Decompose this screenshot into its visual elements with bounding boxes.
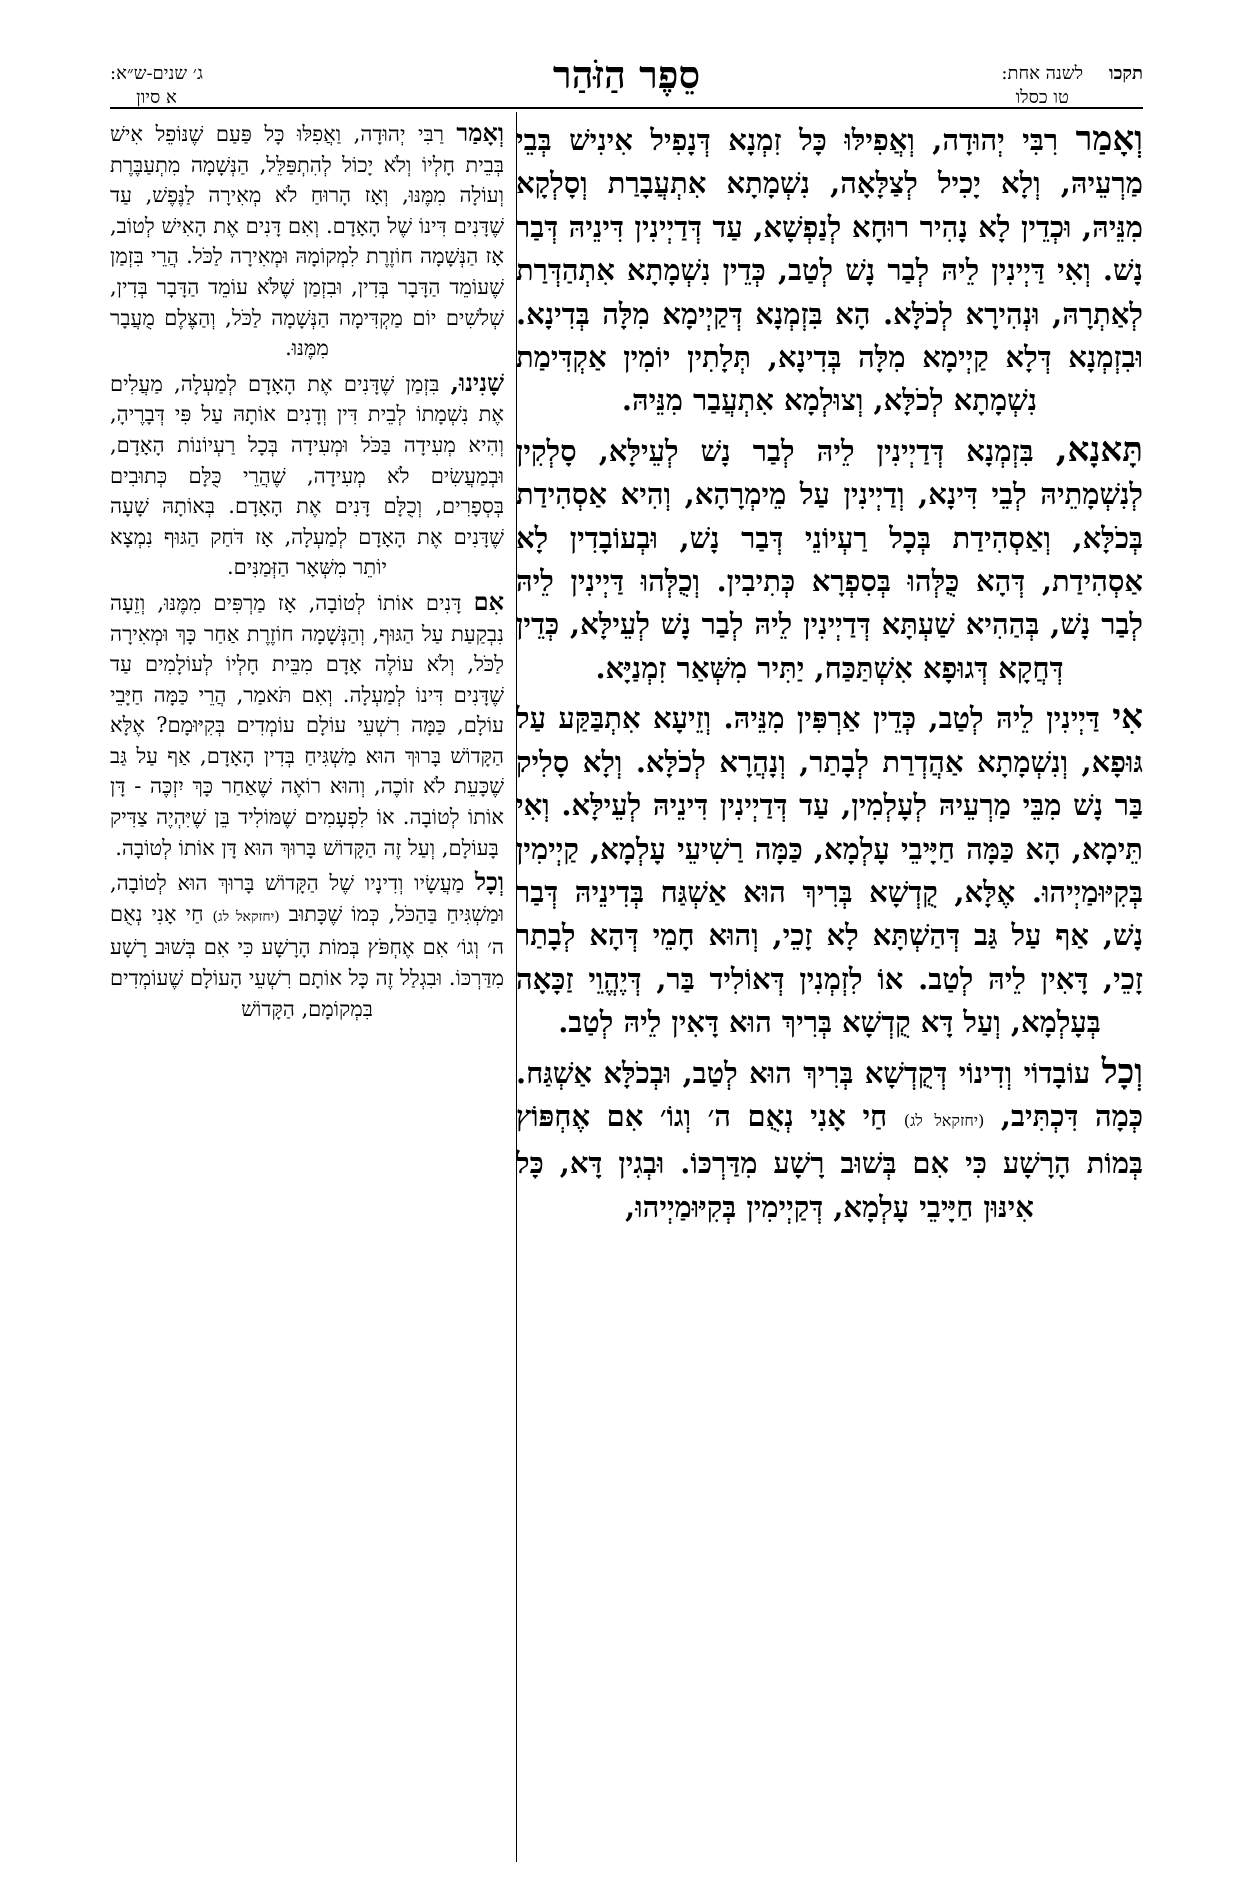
header-rule <box>110 107 1143 109</box>
aramaic-paragraph <box>516 1051 1143 1230</box>
three-year-plan <box>110 62 203 110</box>
paragraph-text: בִּזְמַן שֶׁדָּנִים אֶת הָאָדָם לְמַעְלָה, מַעֲלִים אֶת נִשְׁמָתוֹ לְבֵית דִּין וְדָנִים אוֹתָהּ עַל פִּי דְּבָרֶיהָ, וְהִיא מְעִידָה בַּכֹּל וּמְעִידָה בְּכָל רַעְיוֹנוֹת הָאָדָם, וּבְמַעֲשִׂים לֹא מְעִידָה, שֶׁהֲרֵי כֻּלָּם כְּתוּבִים בְּסְפָרִים, וְכֻלָּם דָּנִים אֶת הָאָדָם. בְּאוֹתָהּ שָׁעָה שֶׁדָּנִים אֶת הָאָדָם לְמַעְלָה, אָז דֹּחַק הַגּוּף נִמְצָא יוֹתֵר מִשְּׁאָר הַזְּמַנִּים. <box>110 371 504 580</box>
aramaic-paragraph <box>516 696 1143 1044</box>
opening-word: אִם <box>473 586 504 616</box>
opening-word: תָּאנָא, <box>1055 429 1143 470</box>
plan-label: לשנה אחת: <box>1001 63 1083 84</box>
cycle-label: ג׳ שנים-ש״א: <box>110 63 203 84</box>
opening-word: וְכָל <box>1101 1051 1143 1092</box>
cycle-date: א סיון <box>136 87 177 108</box>
page-header <box>110 52 1143 112</box>
paragraph-text: רַבִּי יְהוּדָה, וַאֲפִלּוּ כָּל פַּעַם שֶׁנּוֹפֵל אִישׁ בְּבֵית חָלְיוֹ וְלֹא יָכוֹל לְהִתְפַּלֵּל, הַנְּשָׁמָה מִתְעַבֶּרֶת וְעוֹלָה מִמֶּנּוּ, וְאָז הָרוּחַ לֹא מְאִירָה לַנֶּפֶשׁ, עַד שֶׁדָּנִים דִּינוֹ שֶׁל הָאָדָם. וְאִם דָּנִים אֶת הָאִישׁ לְטוֹב, אָז הַנְּשָׁמָה חוֹזֶרֶת לִמְקוֹמָהּ וּמְאִירָה לַכֹּל. הֲרֵי בִּזְמַן שֶׁעוֹמֵד הַדָּבָר בְּדִין, וּבִזְמַן שֶׁלֹּא עוֹמֵד הַדָּבָר בְּדִין, שְׁלֹשִׁים יוֹם מַקְדִּימָה הַנְּשָׁמָה לַכֹּל, וְהַצֶּלֶם מֻעֲבָר מִמֶּנּוּ. <box>110 122 504 361</box>
paragraph-text: דָּנִים אוֹתוֹ לְטוֹבָה, אָז מַרְפִּים מִמֶּנּוּ, וְזֵעָה נִבְקַעַת עַל הַגּוּף, וְהַנְּשָׁמָה חוֹזֶרֶת אַחַר כָּךְ וּמְאִירָה לַכֹּל, וְלֹא עוֹלֶה אָדָם מִבֵּית חָלְיוֹ לְעוֹלָמִים עַד שֶׁדָּנִים דִּינוֹ לְמַעְלָה. וְאִם תֹּאמַר, הֲרֵי כַּמָּה חַיָּבֵי עוֹלָם, כַּמָּה רִשְׁעֵי עוֹלָם עוֹמְדִים בְּקִיּוּמָם? אֶלָּא הַקָּדוֹשׁ בָּרוּךְ הוּא מַשְׁגִּיחַ בְּדִין הָאָדָם, אַף עַל גַּב שֶׁכָּעֵת לֹא זוֹכֶה, וְהוּא רוֹאֶה שֶׁאַחַר כָּךְ יִזְכֶּה - דָּן אוֹתוֹ לְטוֹבָה. אוֹ לִפְעָמִים שֶׁמּוֹלִיד בֵּן שֶׁיִּהְיֶה צַדִּיק בָּעוֹלָם, וְעַל זֶה הַקָּדוֹשׁ בָּרוּךְ הוּא דָּן אוֹתוֹ לְטוֹבָה. <box>110 590 504 860</box>
paragraph-text: בִּזְמְנָא דְּדַיְינִין לֵיהּ לְבַר נָשׁ לְעֵילָּא, סָלְקִין לְנִשְׁמָתֵיהּ לְבֵי דִּינָא, וְדַיְינִין עַל מֵימְרָהָא, וְהִיא אַסְהִידַת בְּכֹלָּא, וְאַסְהִידַת בְּכָל רַעְיוֹנֵי דְּבַר נָשׁ, וּבְעוֹבָדִין לָא אַסְהִידַת, דְּהָא כֻּלְּהוּ בְּסִפְרָא כְּתִיבִין. וְכֻלְּהוּ דַּיְינִין לֵיהּ לְבַר נָשׁ, בְּהַהִיא שַׁעְתָּא דְּדַיְינִין לֵיהּ לְבַר נָשׁ לְעֵילָּא, כְּדֵין דְּחֲקָא דְּגוּפָא אִשְׁתַּכַּח, יַתִּיר מִשְּׁאַר זִמְנַיָּא. <box>516 433 1143 685</box>
book-title: סֵפֶר הַזֹּהַר <box>552 52 701 97</box>
hebrew-column <box>110 118 504 1858</box>
hebrew-paragraph <box>110 587 504 863</box>
paragraph-text: דַּיְינִין לֵיהּ לְטַב, כְּדֵין אַרְפִּין מִנֵּיהּ. וְזֵיעָא אִתְבַּקַּע עַל גּוּפָא, וְנִשְׁמָתָא אַהֲדְרַת לְבָתַר, וְנָהֲרָא לְכֹלָּא. וְלָא סָלִיק בַּר נָשׁ מִבֵּי מַרְעֵיהּ לְעָלְמִין, עַד דְּדַיְינִין דִּינֵיהּ לְעֵילָּא. וְאִי תֵּימָא, הָא כַּמָּה חַיָּיבֵי עָלְמָא, כַּמָּה רַשִׁיעֵי עָלְמָא, קַיְימִין בְּקִיּוּמַיְיהוּ. אֶלָּא, קֻדְשָׁא בְּרִיךְ הוּא אַשְׁגַּח בְּדִינֵיהּ דְּבַר נָשׁ, אַף עַל גַּב דְּהַשְׁתָּא לָא זָכֵי, וְהוּא חָמֵי דְּהָא לְבָתַר זָכֵי, דָּאִין לֵיהּ לְטַב. אוֹ לִזְמְנִין דְּאוֹלִיד בַּר, דְּיֶהֱוֵי זַכָּאָה בְּעָלְמָא, וְעַל דָּא קֻדְשָׁא בְּרִיךְ הוּא דָּאִין לֵיהּ לְטַב. <box>516 701 1143 1040</box>
column-divider <box>516 112 517 1862</box>
paragraph-text: רִבִּי יְהוּדָה, וְאֲפִילּוּ כָּל זִמְנָא דְּנָפִיל אִינִישׁ בְּבֵי מַרְעֵיהּ, וְלָא יָכִיל לְצַלָּאָה, נִשְׁמָתָא אִתְעֲבָרַת וְסָלְקָא מִנֵּיהּ, וּכְדֵין לָא נָהִיר רוּחָא לְנַפְשָׁא, עַד דְּדַיְינִין דִּינֵיהּ דְּבַר נָשׁ. וְאִי דַּיְינִין לֵיהּ לְבַר נָשׁ לְטַב, כְּדֵין נִשְׁמָתָא אִתְהַדְּרַת לְאַתְרָהּ, וּנְהִירָא לְכֹלָּא. הָא בִּזְמְנָא דְּקַיְימָא מִלָּה בְּדִינָא. וּבִזְמְנָא דְּלָא קַיְימָא מִלָּה בְּדִינָא, תְּלָתִין יוֹמִין אַקְדִּימַת נִשְׁמָתָא לְכֹלָּא, וְצוּלְמָא אִתְעֲבַר מִנֵּיהּ. <box>516 123 1143 418</box>
aramaic-paragraph <box>516 429 1143 690</box>
opening-word: שָׁנִינוּ, <box>450 367 504 397</box>
opening-word: וְאָמַר <box>456 118 504 147</box>
one-year-plan <box>1001 62 1083 110</box>
opening-word: וְכָל <box>474 867 504 897</box>
hebrew-paragraph <box>110 867 504 1024</box>
paragraph-text: עוֹבָדוֹי וְדִינוֹי דְּקֻדְשָׁא בְּרִיךְ הוּא לְטַב, וּבְכֹלָּא אַשְׁגַּח. כְּמָה דִּכְתִּיב, <box>516 1055 1143 1133</box>
verse-reference: (יחזקאל לג) <box>212 908 280 925</box>
paragraph-text: חַי אָנִי נְאֻם ה׳ וְגוֹ׳ אִם אֶחְפּוֹץ בְּמוֹת הָרָשָׁע כִּי אִם בְּשׁוּב רָשָׁע מִדַּרְכּוֹ. וּבְגִין דָּא, כָּל אִינּוּן חַיָּיבֵי עָלְמָא, דְּקַיְימִין בְּקִיּוּמַיְיהוּ, <box>516 1098 1143 1224</box>
plan-date: טו כסלו <box>1015 87 1069 108</box>
tikkunei-label: תקכו <box>1108 63 1143 84</box>
opening-word: וְאָמַר <box>1075 119 1143 159</box>
aramaic-paragraph <box>516 118 1143 423</box>
hebrew-paragraph <box>110 118 504 364</box>
paragraph-text: חַי אָנִי נְאֻם ה׳ וְגוֹ׳ אִם אֶחְפֹּץ בְּמוֹת הָרָשָׁע כִּי אִם בְּשׁוּב רָשָׁע מִדַּרְכּוֹ. וּבִגְלַל זֶה כָּל אוֹתָם רִשְׁעֵי הָעוֹלָם שֶׁעוֹמְדִים בִּמְקוֹמָם, הַקָּדוֹשׁ <box>110 901 504 1021</box>
opening-word: אִי <box>1112 697 1143 738</box>
aramaic-column <box>516 118 1143 1858</box>
hebrew-paragraph <box>110 368 504 583</box>
paragraph-text: מַעֲשָׂיו וְדִינָיו שֶׁל הַקָּדוֹשׁ בָּרוּךְ הוּא לְטוֹבָה, וּמַשְׁגִּיחַ בַּהַכֹּל, כְּמוֹ שֶׁכָּתוּב <box>110 871 504 926</box>
verse-reference: (יחזקאל לג) <box>903 1110 985 1130</box>
